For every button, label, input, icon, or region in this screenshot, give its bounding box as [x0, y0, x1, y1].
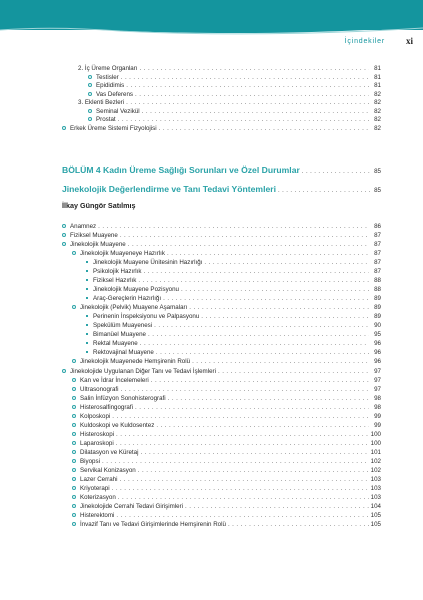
toc-entry-page: 98 — [374, 395, 381, 402]
toc-entry-page: 87 — [374, 268, 381, 275]
toc-entry[interactable] — [72, 494, 381, 502]
toc-entry-label: Kolposkopi — [80, 413, 111, 420]
leader-dots — [116, 512, 368, 520]
leader-dots — [140, 65, 370, 73]
leader-dots — [102, 458, 369, 466]
toc-entry-label: Perinenin İnspeksiyonu ve Palpasyonu — [93, 313, 200, 320]
leader-dots — [201, 313, 369, 321]
toc-entry[interactable] — [72, 512, 381, 520]
toc-entry[interactable] — [72, 358, 381, 366]
toc-entry-page: 90 — [374, 322, 381, 329]
leader-dots — [112, 485, 369, 493]
leader-dots — [126, 82, 369, 90]
toc-entry[interactable] — [88, 91, 381, 99]
toc-entry[interactable] — [72, 386, 381, 394]
toc-entry[interactable] — [86, 349, 381, 357]
bullet-icon — [62, 233, 66, 237]
toc-entry-page: 95 — [374, 331, 381, 338]
bullet-icon — [62, 224, 66, 228]
leader-dots — [128, 241, 369, 249]
toc-entry-page: 96 — [374, 349, 381, 356]
toc-entry-label: Jinekolojik (Pelvik) Muayene Aşamaları — [80, 304, 188, 311]
toc-entry-page: 82 — [374, 99, 381, 106]
toc-entry[interactable] — [72, 431, 381, 439]
bullet-icon — [88, 75, 92, 79]
toc-entry-page: 96 — [374, 358, 381, 365]
toc-entry[interactable] — [62, 125, 381, 133]
toc-entry-page: 87 — [374, 259, 381, 266]
toc-entry-label: Erkek Üreme Sistemi Fizyolojisi — [70, 124, 157, 132]
toc-entry-label: Histeroskopi — [80, 431, 115, 438]
leader-dots — [135, 91, 369, 99]
leader-dots — [148, 331, 369, 339]
bullet-icon — [72, 450, 76, 454]
bullet-icon — [72, 423, 76, 427]
toc-entry-label: Psikolojik Hazırlık — [93, 268, 142, 275]
toc-entry-page: 100 — [370, 431, 381, 438]
toc-entry-label: Biyopsi — [80, 458, 100, 465]
toc-entry[interactable] — [88, 116, 381, 124]
toc-entry-label: Prostat — [96, 116, 116, 123]
square-bullet-icon — [86, 324, 88, 326]
toc-entry[interactable] — [72, 304, 381, 312]
bullet-icon — [72, 387, 76, 391]
bullet-icon — [72, 305, 76, 309]
toc-entry-label: Kriyoterapi — [80, 485, 110, 492]
square-bullet-icon — [86, 279, 88, 281]
toc-entry-label: Bimanüel Muayene — [93, 331, 146, 338]
toc-entry-page: 86 — [374, 223, 381, 230]
bullet-icon — [72, 441, 76, 445]
toc-entry-label: İnvazif Tanı ve Tedavi Girişimlerinde Hemşirenin Rolü — [80, 521, 226, 528]
leader-dots — [189, 304, 369, 312]
square-bullet-icon — [86, 288, 88, 290]
leader-dots — [185, 503, 369, 511]
toc-entry-page: 82 — [374, 116, 381, 123]
toc-entry-page: 87 — [374, 241, 381, 248]
square-bullet-icon — [86, 351, 88, 353]
toc-entry-label: Jinekolojik Muayenede Hemşirenin Rolü — [80, 358, 191, 365]
toc-entry-page: 102 — [370, 458, 381, 465]
leader-dots — [278, 188, 372, 194]
toc-entry-page: 105 — [370, 512, 381, 519]
bullet-icon — [72, 396, 76, 400]
toc-entry-label: Ultrasonografi — [80, 386, 119, 393]
leader-dots — [204, 259, 369, 267]
toc-entry[interactable] — [72, 458, 381, 466]
toc-entry[interactable] — [72, 449, 381, 457]
leader-dots — [143, 268, 369, 276]
bullet-icon — [72, 359, 76, 363]
toc-entry-label: Laparoskopi — [80, 440, 114, 447]
toc-entry-label: Vas Deferens — [96, 90, 134, 98]
square-bullet-icon — [86, 315, 88, 317]
toc-entry[interactable] — [72, 250, 381, 258]
toc-entry[interactable] — [62, 223, 381, 231]
toc-entry-page: 99 — [374, 413, 381, 420]
bullet-icon — [88, 109, 92, 113]
toc-entry[interactable] — [62, 232, 381, 240]
toc-entry-label: Lazer Cerrahi — [80, 476, 118, 483]
toc-entry-page: 101 — [370, 449, 381, 456]
leader-dots — [163, 295, 369, 303]
leader-dots — [126, 99, 369, 107]
toc-entry-page: 82 — [374, 107, 381, 115]
toc-entry[interactable] — [86, 313, 381, 321]
leader-dots — [167, 250, 369, 258]
leader-dots — [156, 422, 369, 430]
toc-entry[interactable] — [72, 395, 381, 403]
square-bullet-icon — [86, 270, 88, 272]
toc-entry[interactable] — [86, 340, 381, 348]
bullet-icon — [72, 432, 76, 436]
toc-entry-page: 98 — [374, 404, 381, 411]
running-header-title: İçindekiler — [344, 38, 385, 45]
leader-dots — [116, 431, 369, 439]
toc-entry-page: 89 — [374, 304, 381, 311]
leader-dots — [156, 349, 369, 357]
toc-entry-page: 99 — [374, 422, 381, 429]
toc-entry[interactable] — [88, 82, 381, 90]
toc-entry-page: 97 — [374, 377, 381, 384]
toc-entry-label: Fiziksel Muayene — [70, 232, 118, 239]
toc-entry-page: 82 — [374, 90, 381, 98]
page-number: xi — [405, 36, 413, 46]
toc-entry[interactable] — [62, 241, 381, 249]
bullet-icon — [72, 468, 76, 472]
leader-dots — [118, 116, 369, 124]
toc-entry-label: Servikal Konizasyon — [80, 467, 136, 474]
toc-entry-page: 104 — [370, 503, 381, 510]
toc-entry-label: Rektal Muayene — [93, 340, 138, 347]
leader-dots — [138, 467, 369, 475]
bullet-icon — [88, 83, 92, 87]
toc-entry-label: Jinekolojik Muayene Ünitesinin Hazırlığı — [93, 259, 203, 266]
toc-entry-page: 87 — [374, 250, 381, 257]
toc-entry[interactable] — [72, 467, 381, 475]
leader-dots — [228, 521, 369, 529]
toc-entry-label: Jinekolojik Muayene Pozisyonu — [93, 286, 179, 293]
toc-entry[interactable] — [72, 404, 381, 412]
bullet-icon — [72, 486, 76, 490]
bullet-icon — [72, 495, 76, 499]
toc-entry-page: 88 — [374, 286, 381, 293]
leader-dots — [154, 322, 369, 330]
leader-dots — [159, 125, 369, 133]
toc-entry-label: Salin İnfüzyon Sonohisterografi — [80, 395, 166, 402]
toc-entry-page: 88 — [374, 277, 381, 284]
chapter-heading[interactable] — [62, 165, 381, 175]
bullet-icon — [62, 369, 66, 373]
toc-entry-label: Fiziksel Hazırlık — [93, 277, 137, 284]
leader-dots — [98, 223, 369, 231]
square-bullet-icon — [86, 333, 88, 335]
toc-entry[interactable] — [72, 503, 381, 511]
toc-entry-page: 81 — [374, 82, 381, 89]
leader-dots — [218, 368, 369, 376]
toc-entry-page: 81 — [374, 73, 381, 81]
toc-entry-page: 103 — [370, 476, 381, 483]
toc-entry[interactable] — [86, 286, 381, 294]
toc-entry-label: Jinekolojik Muayene — [70, 241, 126, 248]
bullet-icon — [72, 522, 76, 526]
toc-entry-label: Histerektomi — [80, 512, 115, 519]
toc-entry-label: Koterizasyon — [80, 494, 116, 501]
toc-entry-label: Jinekolojik Muayeneye Hazırlık — [80, 250, 165, 257]
bullet-icon — [62, 126, 66, 130]
toc-entry[interactable] — [72, 422, 381, 430]
toc-entry-label: Testisler — [96, 73, 119, 81]
toc-entry[interactable] — [78, 99, 381, 107]
leader-dots — [120, 476, 369, 484]
square-bullet-icon — [86, 261, 88, 263]
section-page: 85 — [374, 187, 381, 194]
section-title: Jinekolojik Değerlendirme ve Tanı Tedavi Yöntemleri — [62, 184, 276, 194]
leader-dots — [142, 108, 369, 116]
toc-entry-page: 105 — [370, 521, 381, 528]
bullet-icon — [62, 242, 66, 246]
toc-entry[interactable] — [86, 322, 381, 330]
bullet-icon — [72, 251, 76, 255]
toc-entry[interactable] — [88, 108, 381, 116]
toc-entry-label: Jinekolojide Cerrahi Tedavi Girişimleri — [80, 503, 184, 510]
leader-dots — [138, 277, 369, 285]
bullet-icon — [72, 504, 76, 508]
toc-entry-label: 3. Eklenti Bezleri — [78, 99, 125, 106]
toc-entry[interactable] — [72, 485, 381, 493]
toc-entry-page: 100 — [370, 440, 381, 447]
section-heading[interactable] — [62, 184, 381, 194]
bullet-icon — [72, 459, 76, 463]
toc-entry-label: Kuldoskopi ve Kuldosentez — [80, 422, 155, 429]
toc-entry-label: Histerosalfingografi — [80, 404, 133, 411]
toc-entry-page: 103 — [370, 485, 381, 492]
toc-entry-page: 81 — [374, 65, 381, 72]
bullet-icon — [72, 405, 76, 409]
leader-dots — [192, 358, 369, 366]
toc-entry-label: Anamnez — [70, 223, 97, 230]
toc-entry[interactable] — [86, 295, 381, 303]
toc-entry-label: Seminal Vezikül — [96, 107, 140, 115]
toc-entry-label: Spekülüm Muayenesi — [93, 322, 153, 329]
toc-entry[interactable] — [86, 259, 381, 267]
toc-entry-label: Epididimis — [96, 82, 125, 89]
bullet-icon — [72, 414, 76, 418]
toc-entry[interactable] — [72, 476, 381, 484]
bullet-icon — [88, 92, 92, 96]
bullet-icon — [72, 378, 76, 382]
author-name: İlkay Güngör Satılmış — [62, 201, 136, 210]
toc-entry-page: 82 — [374, 124, 381, 132]
toc-entry[interactable] — [62, 368, 381, 376]
toc-entry[interactable] — [72, 521, 381, 529]
square-bullet-icon — [86, 342, 88, 344]
toc-entry-page: 97 — [374, 368, 381, 375]
leader-dots — [118, 494, 369, 502]
bullet-icon — [72, 477, 76, 481]
chapter-page: 85 — [374, 168, 381, 175]
leader-dots — [168, 395, 369, 403]
toc-entry[interactable] — [88, 74, 381, 82]
leader-dots — [112, 413, 369, 421]
leader-dots — [121, 74, 369, 82]
leader-dots — [140, 340, 369, 348]
toc-entry-page: 89 — [374, 313, 381, 320]
toc-entry[interactable] — [86, 277, 381, 285]
toc-entry[interactable] — [72, 440, 381, 448]
toc-entry[interactable] — [72, 377, 381, 385]
leader-dots — [151, 377, 369, 385]
square-bullet-icon — [86, 297, 88, 299]
leader-dots — [121, 386, 369, 394]
bullet-icon — [72, 513, 76, 517]
toc-entry-label: 2. İç Üreme Organları — [78, 65, 138, 72]
toc-entry-label: Jinekolojide Uygulanan Diğer Tanı ve Tedavi İşlemleri — [70, 368, 216, 375]
toc-entry-page: 89 — [374, 295, 381, 302]
leader-dots — [140, 449, 368, 457]
toc-entry[interactable] — [78, 65, 381, 73]
toc-entry-page: 97 — [374, 386, 381, 393]
toc-entry-page: 87 — [374, 232, 381, 239]
toc-entry[interactable] — [86, 331, 381, 339]
leader-dots — [302, 169, 372, 175]
toc-entry-label: Araç-Gereçlerin Hazırlığı — [93, 295, 162, 302]
toc-entry-page: 103 — [370, 494, 381, 501]
toc-entry-label: Dilatasyon ve Küretaj — [80, 449, 139, 456]
leader-dots — [120, 232, 369, 240]
toc-entry-label: Kan ve İdrar İncelemeleri — [80, 377, 149, 384]
toc-entry-label: Rektovajinal Muayene — [93, 349, 154, 356]
bullet-icon — [88, 117, 92, 121]
toc-entry[interactable] — [86, 268, 381, 276]
toc-entry[interactable] — [72, 413, 381, 421]
toc-entry-page: 102 — [370, 467, 381, 474]
toc-entry-page: 96 — [374, 340, 381, 347]
leader-dots — [181, 286, 369, 294]
chapter-title: BÖLÜM 4 Kadın Üreme Sağlığı Sorunları ve Özel Durumlar — [62, 165, 300, 175]
leader-dots — [135, 404, 369, 412]
leader-dots — [116, 440, 369, 448]
